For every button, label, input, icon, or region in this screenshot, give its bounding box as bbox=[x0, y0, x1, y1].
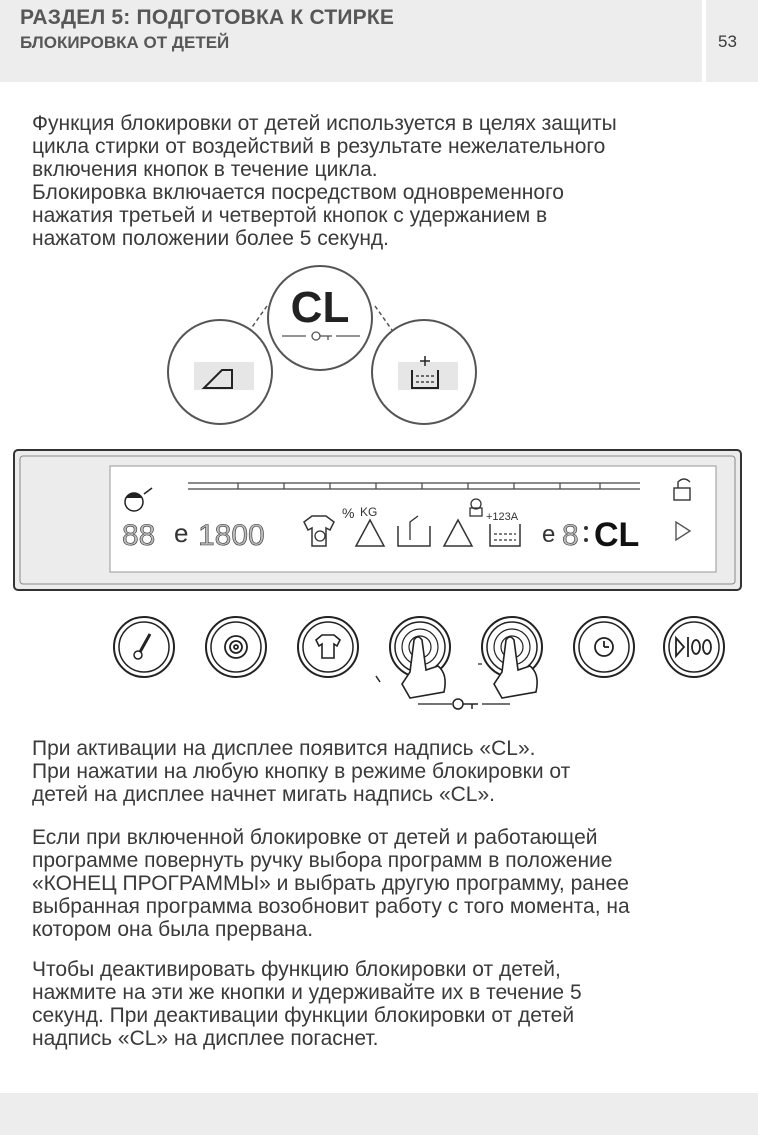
prewash-button-callout bbox=[372, 320, 476, 424]
start-pause-button bbox=[664, 617, 724, 677]
left-digits: 88 bbox=[122, 519, 156, 552]
clock-e-glyph: e bbox=[542, 521, 556, 548]
text-line: нажатом положении более 5 секунд. bbox=[32, 227, 390, 250]
text-line: надпись «CL» на дисплее погаснет. bbox=[32, 1027, 379, 1050]
text-line: котором она была прервана. bbox=[32, 918, 314, 941]
text-line: включения кнопок в течение цикла. bbox=[32, 158, 378, 181]
speed-digits: 1800 bbox=[198, 519, 265, 552]
control-panel bbox=[14, 450, 741, 590]
text-line: выбранная программа возобновит работу с того момента, на bbox=[32, 895, 630, 918]
text-line: нажмите на эти же кнопки и удерживайте их в течение 5 bbox=[32, 981, 582, 1004]
text-line: Если при включенной блокировке от детей и работающей bbox=[32, 826, 598, 849]
hour-digit: 8 bbox=[562, 519, 579, 552]
kg-label: KG bbox=[360, 505, 378, 519]
program-change-paragraph bbox=[32, 826, 630, 941]
lock-display-callout bbox=[250, 266, 392, 370]
cl-display-text: CL bbox=[290, 283, 350, 332]
deactivation-paragraph bbox=[32, 958, 582, 1050]
text-line: При активации на дисплее появится надпись «CL». bbox=[32, 737, 536, 760]
percent-label: % bbox=[342, 505, 355, 521]
delay-timer-button bbox=[574, 617, 634, 677]
text-line: При нажатии на любую кнопку в режиме блокировки от bbox=[32, 760, 571, 783]
option-button-4 bbox=[482, 617, 542, 698]
panel-cl-display: CL bbox=[594, 516, 640, 554]
text-line: программе повернуть ручку выбора программ в положение bbox=[32, 849, 613, 872]
text-line: детей на дисплее начнет мигать надпись «CL». bbox=[32, 783, 495, 806]
text-line: Чтобы деактивировать функцию блокировки от детей, bbox=[32, 958, 561, 981]
iron-button-callout bbox=[168, 320, 272, 424]
page-footer bbox=[0, 1093, 758, 1135]
spin-button bbox=[206, 617, 266, 677]
page-number: 53 bbox=[718, 32, 737, 51]
text-line: Функция блокировки от детей используется в целях защиты bbox=[32, 112, 617, 135]
e-glyph: e bbox=[174, 518, 189, 548]
temperature-button bbox=[114, 617, 174, 677]
text-line: «КОНЕЦ ПРОГРАММЫ» и выбрать другую программу, ранее bbox=[32, 872, 629, 895]
soil-level-button bbox=[298, 617, 358, 677]
text-line: секунд. При деактивации функции блокировки от детей bbox=[32, 1004, 575, 1027]
text-line: Блокировка включается посредством одновременного bbox=[32, 181, 564, 204]
text-line: нажатия третьей и четвертой кнопок с удержанием в bbox=[32, 204, 548, 227]
activation-paragraph bbox=[32, 737, 570, 806]
option-button-3 bbox=[390, 617, 450, 698]
section-subtitle: БЛОКИРОВКА ОТ ДЕТЕЙ bbox=[20, 33, 230, 52]
text-line: цикла стирки от воздействий в результате нежелательного bbox=[32, 135, 606, 158]
plus-123a-label: +123A bbox=[486, 511, 519, 523]
section-title: РАЗДЕЛ 5: ПОДГОТОВКА К СТИРКЕ bbox=[20, 6, 395, 29]
